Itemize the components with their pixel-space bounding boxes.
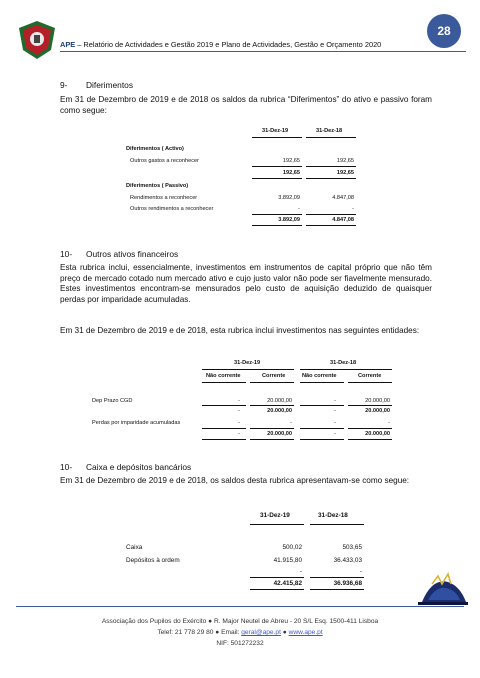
corner-decoration-icon bbox=[418, 572, 468, 610]
table-cell: - bbox=[352, 206, 354, 212]
section-title-caixa: 10- Caixa e depósitos bancários bbox=[60, 462, 192, 472]
table-cell: - bbox=[388, 420, 390, 426]
table-total: 42.415,82 bbox=[273, 580, 302, 587]
table-total: 3.892,09 bbox=[278, 217, 300, 223]
table-cell: 36.433,03 bbox=[333, 557, 362, 564]
table-group-label: Diferimentos ( Activo) bbox=[126, 146, 184, 152]
table-cell: 20.000,00 bbox=[267, 398, 292, 404]
footer-email-link[interactable]: geral@ape.pt bbox=[241, 629, 281, 636]
table-col-header: 31-Dez-19 bbox=[262, 128, 289, 134]
table-cell: 20.000,00 bbox=[267, 408, 292, 414]
table-subheader: Corrente bbox=[262, 373, 286, 379]
footer-contacts: Telef: 21 778 29 80 ● Email: geral@ape.pt ● www.ape.pt bbox=[157, 629, 323, 636]
table-total: 192,65 bbox=[336, 170, 354, 176]
table-group-label: Diferimentos ( Passivo) bbox=[126, 183, 189, 189]
header-title: APE – Relatório de Actividades e Gestão 2019 e Plano de Actividades, Gestão e Orçamento 2020 bbox=[60, 40, 382, 49]
table-col-header: 31-Dez-18 bbox=[318, 512, 348, 519]
table-col-header: 31-Dez-18 bbox=[330, 360, 357, 366]
table-col-header: 31-Dez-19 bbox=[260, 512, 290, 519]
table-row-label: Rendimentos a reconhecer bbox=[130, 195, 198, 201]
footer-divider bbox=[16, 606, 464, 607]
table-cell: 20.000,00 bbox=[365, 398, 390, 404]
footer-nif: NIF: 501272232 bbox=[216, 640, 264, 647]
table-cell: 192,65 bbox=[282, 158, 300, 164]
table-total: 36.936,68 bbox=[333, 580, 362, 587]
table-cell: 41.915,80 bbox=[273, 557, 302, 564]
table-row-label: Outros rendimentos a reconhecer bbox=[130, 206, 214, 212]
table-cell: - bbox=[238, 408, 240, 414]
table-cell: 4.847,08 bbox=[332, 195, 354, 201]
table-cell: - bbox=[299, 568, 302, 575]
table-total: 20.000,00 bbox=[267, 431, 292, 437]
table-row-label: Depósitos à ordem bbox=[126, 557, 180, 564]
table-cell: - bbox=[290, 420, 292, 426]
table-cell: 3.892,09 bbox=[278, 195, 300, 201]
table-cell: 20.000,00 bbox=[365, 408, 390, 414]
table-cell: - bbox=[359, 568, 362, 575]
table-subheader: Corrente bbox=[358, 373, 382, 379]
table-row-label: Dep Prazo CGD bbox=[92, 398, 133, 404]
paragraph-caixa: Em 31 de Dezembro de 2019 e de 2018, os saldos desta rubrica apresentavam-se como segue: bbox=[60, 476, 410, 485]
table-cell: 503,65 bbox=[342, 544, 362, 551]
table-subheader: Não corrente bbox=[302, 373, 337, 379]
table-cell: - bbox=[298, 206, 300, 212]
table-cell: - bbox=[334, 398, 336, 404]
section-title-outros-ativos: 10- Outros ativos financeiros bbox=[60, 249, 179, 259]
table-cell: - bbox=[238, 420, 240, 426]
paragraph-outros-ativos: Esta rubrica inclui, essencialmente, investimentos em instrumentos de capital próprio que não têm preço de mercado cotado num mercado ativo e cujo justo valor não pode ser fiavelmente mensurado. Estes investimentos encontram-se mensurados pelo custo de aquisição deduzido de quaisquer perdas por imparidade acumuladas. bbox=[60, 263, 432, 304]
paragraph-diferimentos: Em 31 de Dezembro de 2019 e de 2018 os saldos da rubrica “Diferimentos” do ativo e passivo foram como segue: bbox=[60, 95, 432, 115]
table-cell: - bbox=[334, 420, 336, 426]
paragraph-outros-ativos-entidades: Em 31 de Dezembro de 2019 e de 2018, esta rubrica inclui investimentos nas seguintes entidades: bbox=[60, 326, 420, 335]
page-number-badge: 28 bbox=[427, 14, 461, 48]
table-total: - bbox=[238, 431, 240, 437]
section-title-diferimentos: 9- Diferimentos bbox=[60, 80, 134, 90]
footer-website-link[interactable]: www.ape.pt bbox=[288, 629, 323, 636]
table-row-label: Outros gastos a reconhecer bbox=[130, 158, 200, 164]
table-subheader: Não corrente bbox=[206, 373, 241, 379]
table-row-label: Perdas por imparidade acumuladas bbox=[92, 420, 181, 426]
table-col-header: 31-Dez-18 bbox=[316, 128, 343, 134]
table-cell: - bbox=[238, 398, 240, 404]
table-total: - bbox=[334, 431, 336, 437]
table-total: 192,65 bbox=[282, 170, 300, 176]
table-total: 20.000,00 bbox=[365, 431, 390, 437]
footer-address: Associação dos Pupilos do Exército ● R. Major Neutel de Abreu - 20 S/L Esq. 1500-411 Lisboa bbox=[101, 618, 379, 625]
table-col-header: 31-Dez-19 bbox=[234, 360, 261, 366]
table-cell: 500,02 bbox=[282, 544, 302, 551]
table-cell: - bbox=[334, 408, 336, 414]
table-total: 4.847,08 bbox=[332, 217, 354, 223]
table-row-label: Caixa bbox=[126, 544, 143, 551]
table-cell: 192,65 bbox=[336, 158, 354, 164]
